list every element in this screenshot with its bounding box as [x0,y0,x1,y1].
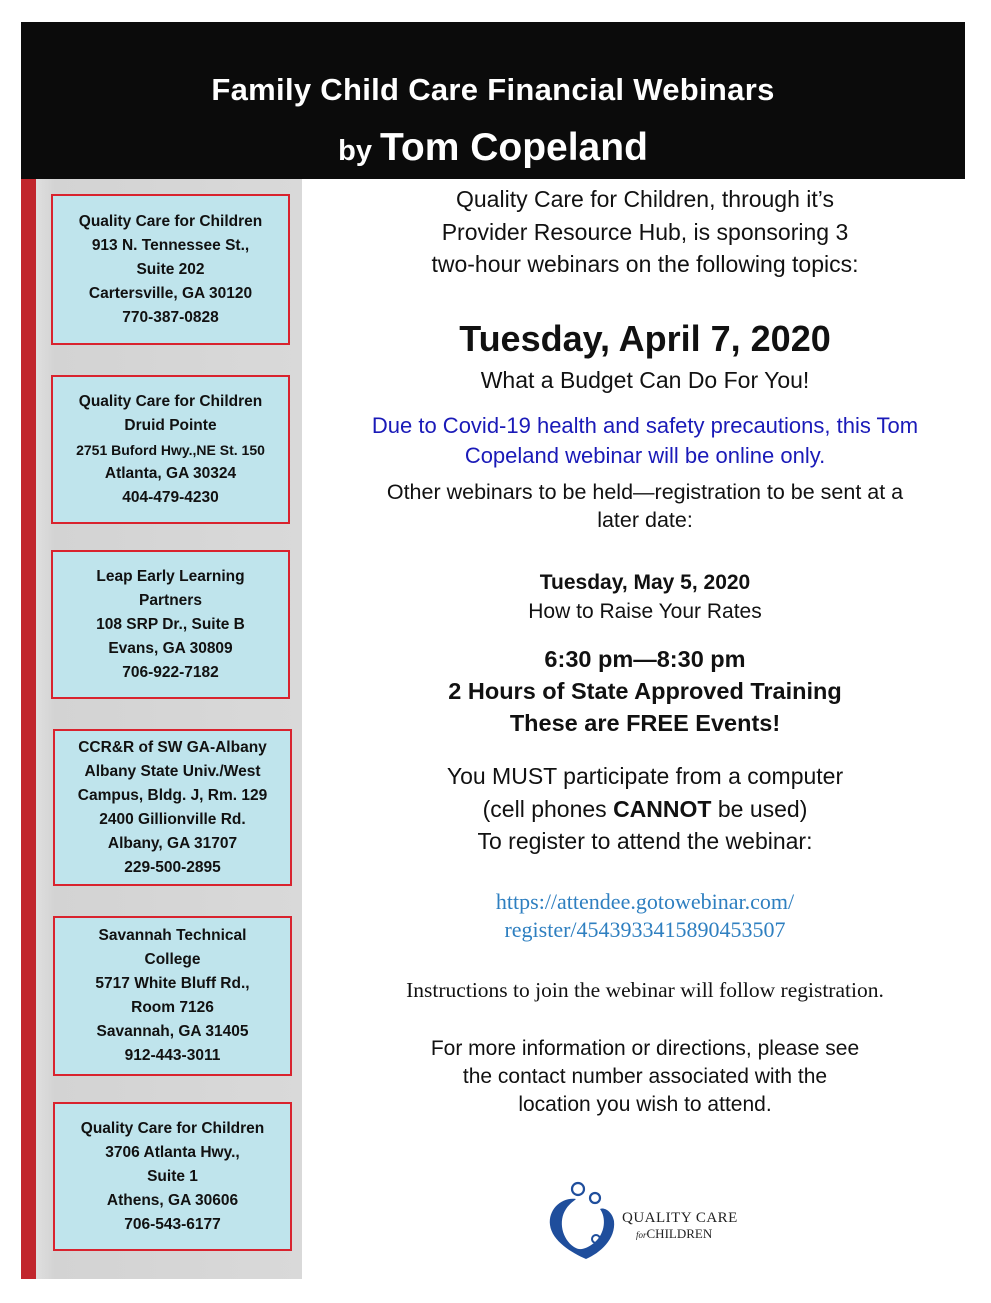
second-webinar-topic: How to Raise Your Rates [528,600,762,623]
logo-for: for [636,1230,647,1240]
subtitle-by: by [338,135,372,167]
location-line: Suite 1 [147,1167,198,1185]
location-card-druid-pointe [51,375,290,524]
location-card-evans [51,550,290,699]
event-time: 6:30 pm—8:30 pm [544,646,746,672]
location-line: Quality Care for Children [80,1119,265,1137]
sidebar-accent-bar [21,179,36,1279]
location-line: 5717 White Bluff Rd., [95,975,250,992]
location-phone: 912-443-3011 [124,1047,221,1064]
logo-head-1 [572,1183,584,1195]
location-line: Quality Care for Children [78,212,263,230]
first-webinar-topic: What a Budget Can Do For You! [480,367,810,393]
must-line-3: To register to attend the webinar: [477,828,813,854]
must-line-1: You MUST participate from a computer [446,763,844,789]
location-line: Room 7126 [131,999,214,1016]
covid-notice [320,411,970,471]
logo-head-2 [590,1193,600,1203]
registration-link-line[interactable]: register/4543933415890453507 [504,917,786,942]
location-card-cartersville [51,194,290,345]
join-instructions: Instructions to join the webinar will follow registration. [406,978,884,1002]
location-line: Campus, Bldg. J, Rm. 129 [77,786,268,804]
location-line: Athens, GA 30606 [106,1191,239,1209]
location-line: Druid Pointe [124,416,217,434]
covid-line: Due to Covid-19 health and safety precautions, this Tom [371,413,919,438]
location-line: Atlanta, GA 30324 [104,464,237,482]
location-phone: 706-922-7182 [122,663,219,681]
presenter-name: Tom Copeland [379,126,648,169]
location-line: 913 N. Tennessee St., [91,236,250,254]
covid-line: Copeland webinar will be online only. [464,443,826,468]
location-line: Albany, GA 31707 [107,834,238,852]
location-line: Quality Care for Children [78,392,263,410]
more-info [320,1035,970,1119]
location-phone: 770-387-0828 [122,308,219,326]
must-line-2 [320,793,970,826]
must-line-2-bold: CANNOT [613,795,712,822]
location-card-albany [53,729,292,886]
event-details [320,643,970,739]
second-webinar-date: Tuesday, May 5, 2020 [539,571,751,594]
location-phone: 706-543-6177 [124,1215,221,1233]
location-line: Evans, GA 30809 [108,639,233,657]
logo-text [622,1210,738,1243]
location-line: 3706 Atlanta Hwy., [105,1143,240,1161]
location-phone: 229-500-2895 [124,858,221,876]
other-line: Other webinars to be held—registration to be sent at a [386,480,904,504]
location-line: Leap Early Learning [96,567,245,585]
participation-requirements [320,760,970,858]
other-webinars-note [320,478,970,534]
location-line: Cartersville, GA 30120 [88,284,253,302]
more-info-line: location you wish to attend. [518,1093,772,1116]
intro-line: Quality Care for Children, through it’s [456,186,834,212]
location-line: 2400 Gillionville Rd. [99,810,246,828]
more-info-line: For more information or directions, please see [430,1037,860,1060]
must-line-2-pre: (cell phones [482,795,614,822]
registration-link-line[interactable]: https://attendee.gotowebinar.com/ [495,889,795,914]
free-events: These are FREE Events! [509,710,781,736]
first-webinar-date: Tuesday, April 7, 2020 [459,318,831,359]
location-line: Suite 202 [136,260,205,278]
logo-line-1: QUALITY CARE [622,1210,738,1226]
location-line: Savannah, GA 31405 [96,1023,249,1040]
location-card-savannah [53,916,292,1076]
other-line: later date: [597,508,693,532]
page-title: Family Child Care Financial Webinars [211,72,775,107]
intro-line: two-hour webinars on the following topics: [431,251,859,277]
registration-link[interactable] [320,888,970,944]
location-card-athens [53,1102,292,1251]
location-line: College [144,951,201,968]
training-hours: 2 Hours of State Approved Training [448,678,842,704]
location-line: CCR&R of SW GA-Albany [78,738,267,756]
header-banner [21,22,965,179]
location-line: 108 SRP Dr., Suite B [96,615,245,633]
logo-heart [550,1199,614,1259]
location-line: Savannah Technical [98,927,247,944]
location-phone: 404-479-4230 [122,488,219,506]
location-line: Partners [139,591,202,609]
intro-line: Provider Resource Hub, is sponsoring 3 [441,218,849,245]
page-subtitle [21,126,965,170]
location-line: 2751 Buford Hwy.,NE St. 150 [76,441,265,458]
more-info-line: the contact number associated with the [462,1065,828,1088]
intro-text [320,183,970,281]
logo-line-2 [622,1226,738,1243]
must-line-2-post: be used) [711,795,808,822]
logo-children: CHILDREN [646,1226,713,1241]
location-line: Albany State Univ./West [84,762,261,780]
